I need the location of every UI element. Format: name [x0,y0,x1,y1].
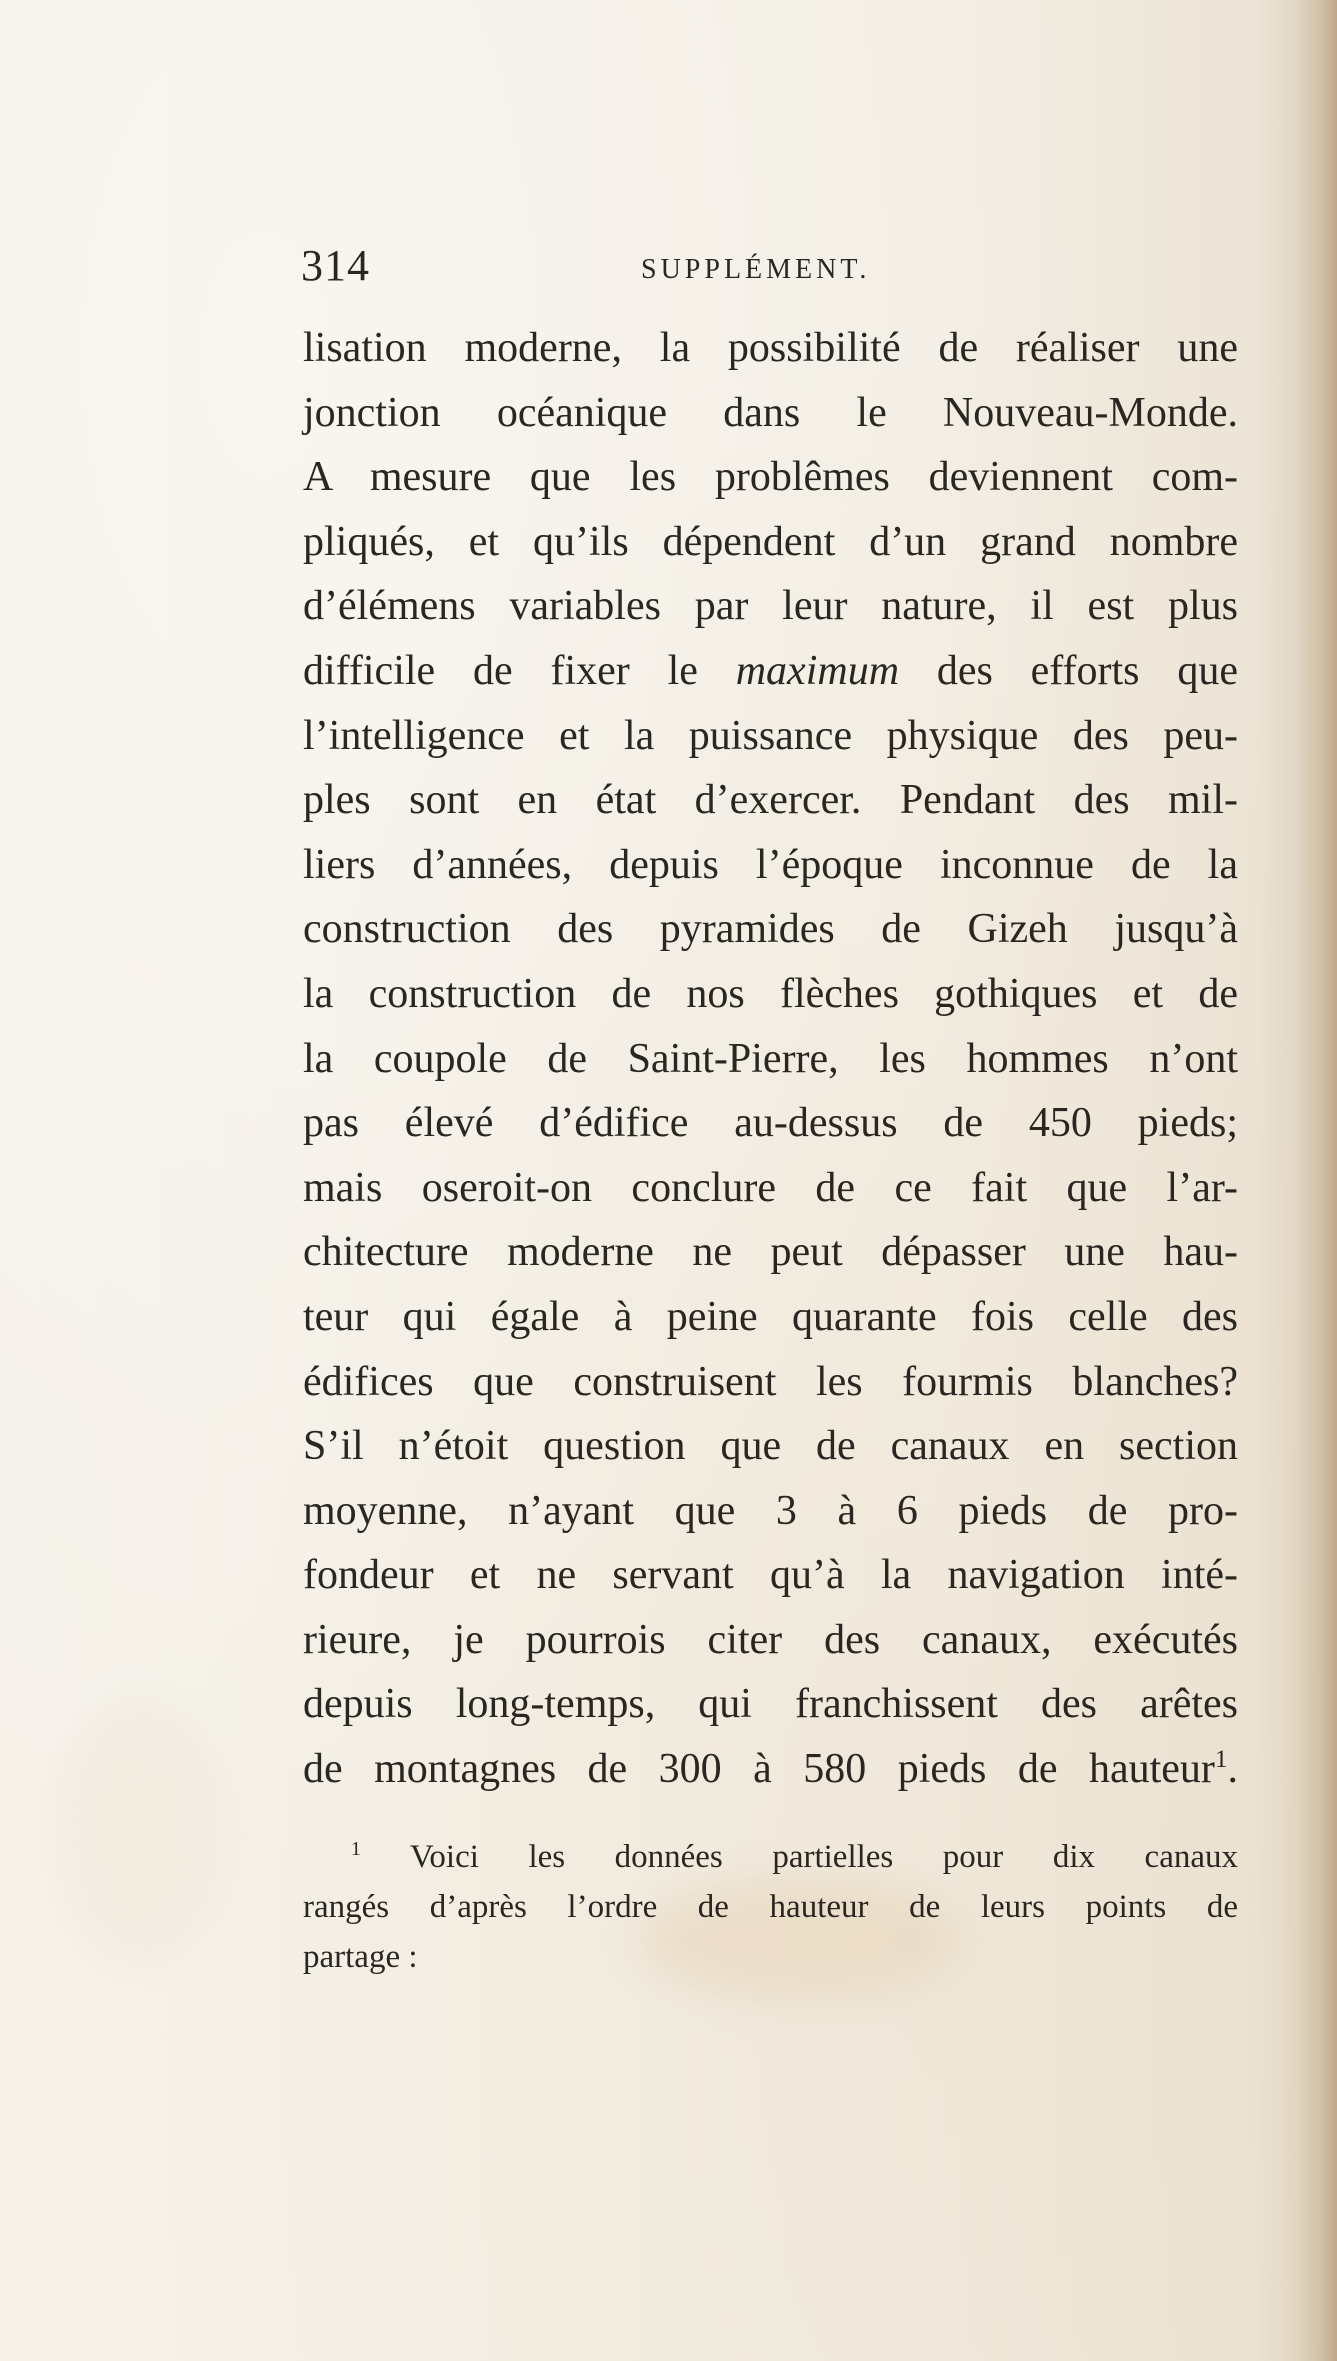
footnote-line: rangés d’après l’ordre de hauteur de leurs points de [303,1889,1238,1925]
text-line: chitecture moderne ne peut dépasser une hau- [303,1229,1238,1276]
footnote-text: Voici les données partielles pour dix canaux [360,1839,1238,1875]
text-segment: des efforts que [899,647,1238,694]
text-line: rieure, je pourrois citer des canaux, exécutés [303,1616,1238,1663]
running-head: SUPPLÉMENT. [641,254,871,285]
text-line: teur qui égale à peine quarante fois celle des [303,1293,1238,1340]
footnote-line: partage : [303,1939,418,1975]
footnote-line [303,1832,1238,1882]
text-line: moyenne, n’ayant que 3 à 6 pieds de pro- [303,1487,1238,1534]
text-line: construction des pyramides de Gizeh jusqu’à [303,906,1238,953]
paper-stain [60,1700,220,1960]
text-line: A mesure que les problêmes deviennent com- [303,454,1238,501]
footnote [303,1832,1238,1982]
text-line: pliqués, et qu’ils dépendent d’un grand nombre [303,518,1238,565]
footnote-marker: 1 [351,1838,361,1860]
italic-term: maximum [735,647,900,694]
text-segment: . [1227,1746,1238,1793]
text-line: l’intelligence et la puissance physique des peu- [303,712,1238,759]
text-line: jonction océanique dans le Nouveau-Monde. [303,389,1238,436]
text-line: S’il n’étoit question que de canaux en section [303,1423,1238,1470]
text-line: édifices que construisent les fourmis blanches? [303,1358,1238,1405]
body-text [303,316,1238,1802]
text-line: pas élevé d’édifice au-dessus de 450 pieds; [303,1100,1238,1147]
text-segment: difficile de fixer le [303,647,736,694]
page-number: 314 [301,241,370,290]
text-line: lisation moderne, la possibilité de réaliser une [303,325,1238,371]
text-line: liers d’années, depuis l’époque inconnue de la [303,841,1238,888]
text-line [303,1737,1238,1802]
text-line: ples sont en état d’exercer. Pendant des mil- [303,777,1238,824]
text-line: la construction de nos flèches gothiques et de [303,970,1238,1017]
page-header [301,240,1241,300]
footnote-reference: 1 [1214,1746,1228,1774]
text-line: depuis long-temps, qui franchissent des arêtes [303,1681,1238,1728]
text-line: la coupole de Saint-Pierre, les hommes n’ont [303,1035,1238,1082]
text-line [303,639,1238,704]
text-line: mais oseroit-on conclure de ce fait que l’ar- [303,1164,1238,1211]
text-line: d’élémens variables par leur nature, il est plus [303,583,1238,630]
page-edge-shadow [1297,0,1337,2361]
text-segment: de montagnes de 300 à 580 pieds de hauteur [303,1746,1215,1793]
text-line: fondeur et ne servant qu’à la navigation inté- [303,1552,1238,1599]
